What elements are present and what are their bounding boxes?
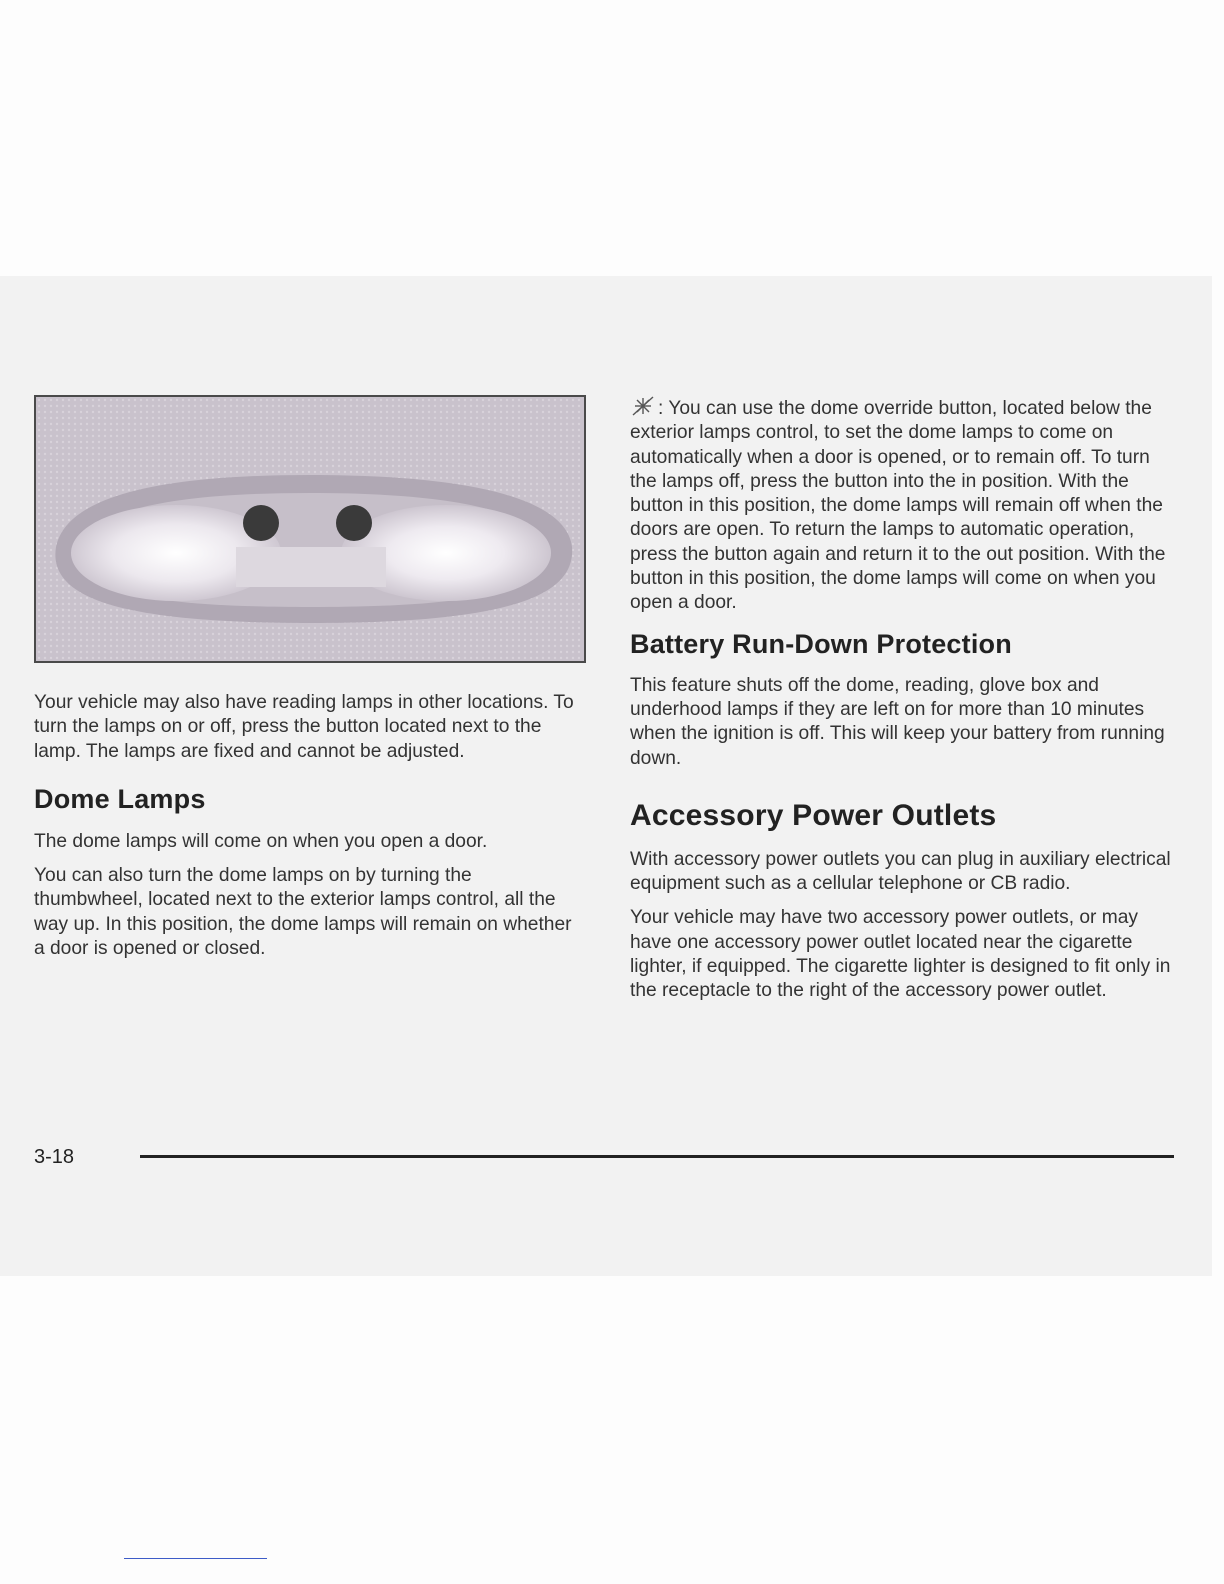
bottom-underline	[124, 1558, 267, 1559]
dome-lamp-illustration	[36, 397, 584, 661]
override-colon: :	[658, 398, 664, 419]
dome-lamps-paragraph-2: You can also turn the dome lamps on by turning the thumbwheel, located next to the exterior lamps control, all the way up. In this position, the dome lamps will remain on whether a door is opened or closed.	[34, 865, 572, 960]
accessory-paragraph-2: Your vehicle may have two accessory power outlets, or may have one accessory power outlet located near the cigarette lighter, if equipped. The cigarette lighter is designed to fit only in the receptacle to the right of the accessory power outlet.	[630, 907, 1171, 1002]
battery-paragraph: This feature shuts off the dome, reading, glove box and underhood lamps if they are left on for more than 10 minutes when the ignition is off. This will keep your battery from running down.	[630, 674, 1165, 769]
accessory-heading: Accessory Power Outlets	[630, 798, 997, 832]
dome-lamp-photo	[34, 395, 586, 663]
page-number: 3-18	[34, 1146, 75, 1168]
dome-override-paragraph	[630, 395, 1180, 616]
left-column	[34, 395, 584, 961]
dome-lamps-paragraph-1: The dome lamps will come on when you open a door.	[34, 830, 488, 852]
dome-override-icon	[630, 395, 656, 417]
dome-lamps-heading: Dome Lamps	[34, 783, 206, 814]
override-text: You can use the dome override button, located below the exterior lamps control, to set the dome lamps to come on automatically when a door is opened, or to remain off. To turn the lamps off, press the button into the in position. With the button in this position, the dome lamps will remain off when the doors are open. To return the lamps to automatic operation, press the button again and return it to the out position. With the button in this position, the dome lamps will come on when you open a door.	[630, 398, 1166, 614]
right-column	[630, 395, 1180, 1004]
footer-rule	[140, 1155, 1174, 1158]
battery-heading: Battery Run-Down Protection	[630, 628, 1012, 659]
reading-lamps-paragraph: Your vehicle may also have reading lamps in other locations. To turn the lamps on or off, press the button located next to the lamp. The lamps are fixed and cannot be adjusted.	[34, 692, 574, 762]
accessory-paragraph-1: With accessory power outlets you can plug in auxiliary electrical equipment such as a cellular telephone or CB radio.	[630, 848, 1171, 895]
